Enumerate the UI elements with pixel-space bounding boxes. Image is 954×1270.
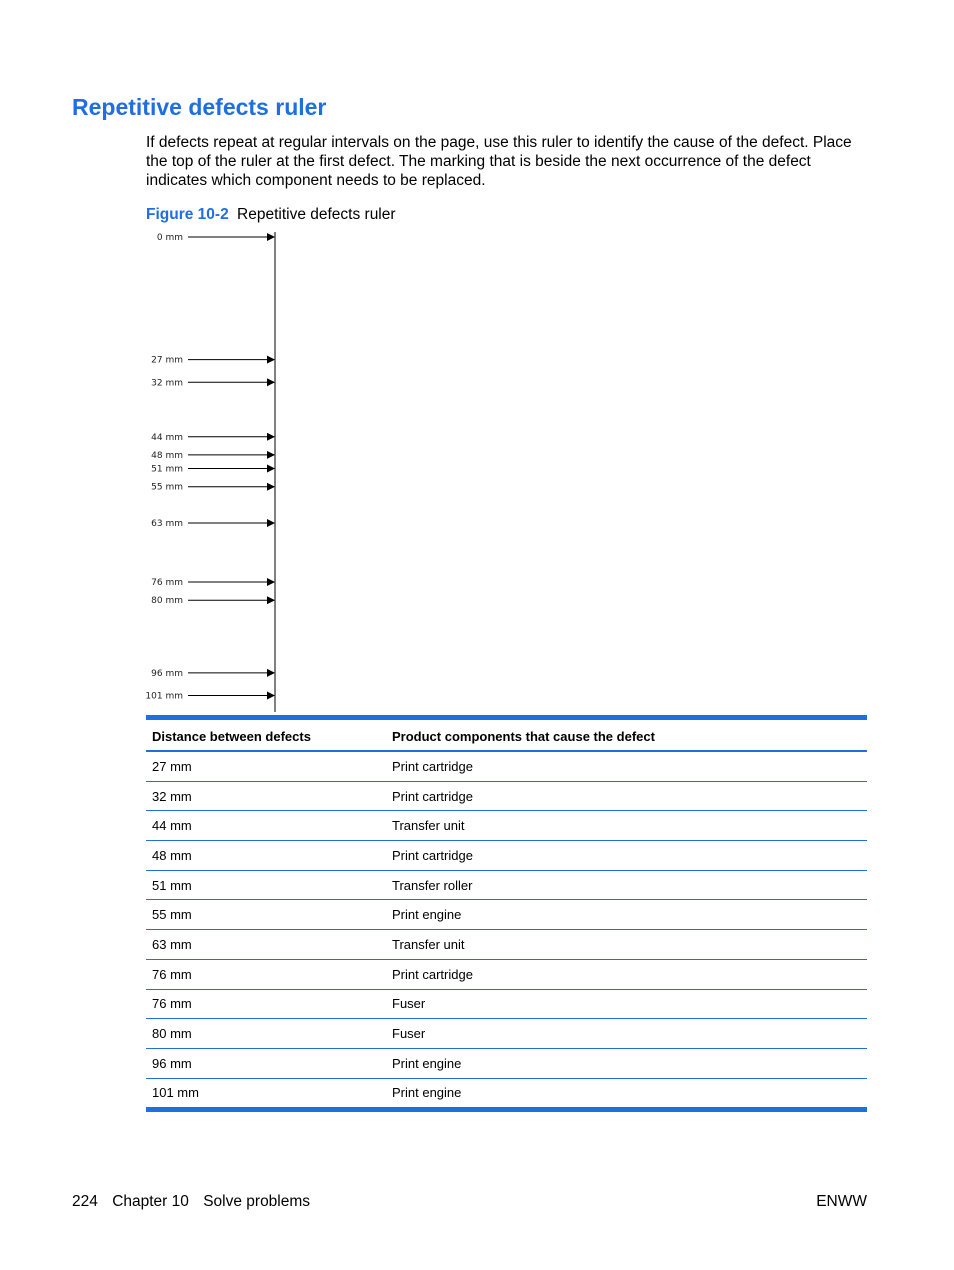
table-header-row [146,718,867,752]
table-row [146,959,867,989]
footer-chapter: Chapter 10 [112,1193,189,1210]
component-cell: Print cartridge [386,781,867,811]
table-row [146,900,867,930]
ruler-mark-label: 55 mm [151,482,183,493]
component-cell: Print engine [386,1078,867,1110]
footer-section: Solve problems [203,1193,311,1210]
distance-cell: 76 mm [146,959,386,989]
table-row [146,751,867,781]
page-number: 224 [72,1193,98,1210]
table-row [146,1078,867,1110]
distance-cell: 76 mm [146,989,386,1019]
distance-cell: 101 mm [146,1078,386,1110]
component-cell: Fuser [386,989,867,1019]
intro-paragraph: If defects repeat at regular intervals on the page, use this ruler to identify the cause of the defect. Place the top of the ruler at the first defect. The marking that is beside the next occurrence of the defect indicates which component needs to be replaced. [146,134,852,190]
component-cell: Print engine [386,1048,867,1078]
ruler-mark-label: 63 mm [151,519,183,530]
table-row [146,930,867,960]
ruler-mark-label: 27 mm [151,355,183,366]
figure-caption-text: Repetitive defects ruler [237,206,396,223]
ruler-mark-label: 80 mm [151,596,183,607]
distance-cell: 44 mm [146,811,386,841]
table-row [146,811,867,841]
component-cell: Transfer unit [386,811,867,841]
distance-cell: 63 mm [146,930,386,960]
component-cell: Print cartridge [386,959,867,989]
header-component: Product components that cause the defect [386,718,867,752]
distance-cell: 27 mm [152,758,192,774]
page-footer-right: ENWW [816,1193,867,1210]
ruler-mark-label: 96 mm [151,668,183,679]
component-cell: Fuser [386,1019,867,1049]
distance-cell: 55 mm [146,900,386,930]
page-footer-left [72,1193,310,1211]
ruler-mark-label: 76 mm [151,578,183,589]
distance-cell: 51 mm [146,870,386,900]
table-row [146,1019,867,1049]
table-row [146,781,867,811]
distance-cell: 96 mm [146,1048,386,1078]
defects-ruler [140,226,290,716]
distance-cell: 48 mm [146,841,386,871]
ruler-mark-label: 51 mm [151,464,183,475]
component-cell: Transfer unit [386,930,867,960]
ruler-mark-label: 32 mm [151,378,183,389]
table-row [146,1048,867,1078]
component-cell: Transfer roller [386,870,867,900]
defects-table [146,715,867,1112]
table-row [146,870,867,900]
ruler-mark-label: 44 mm [151,432,183,443]
page-title: Repetitive defects ruler [72,94,327,120]
distance-cell: 80 mm [146,1019,386,1049]
ruler-mark-label: 48 mm [151,450,183,461]
table-row [146,989,867,1019]
table-row [146,841,867,871]
distance-cell: 32 mm [146,781,386,811]
figure-label: Figure 10-2 [146,206,229,223]
ruler-mark-label: 0 mm [156,233,183,243]
ruler-mark-label: 101 mm [145,691,183,702]
component-cell: Print cartridge [386,841,867,871]
figure-caption [146,205,396,224]
component-cell: Print cartridge [392,758,473,774]
component-cell: Print engine [386,900,867,930]
header-distance: Distance between defects [146,718,386,752]
